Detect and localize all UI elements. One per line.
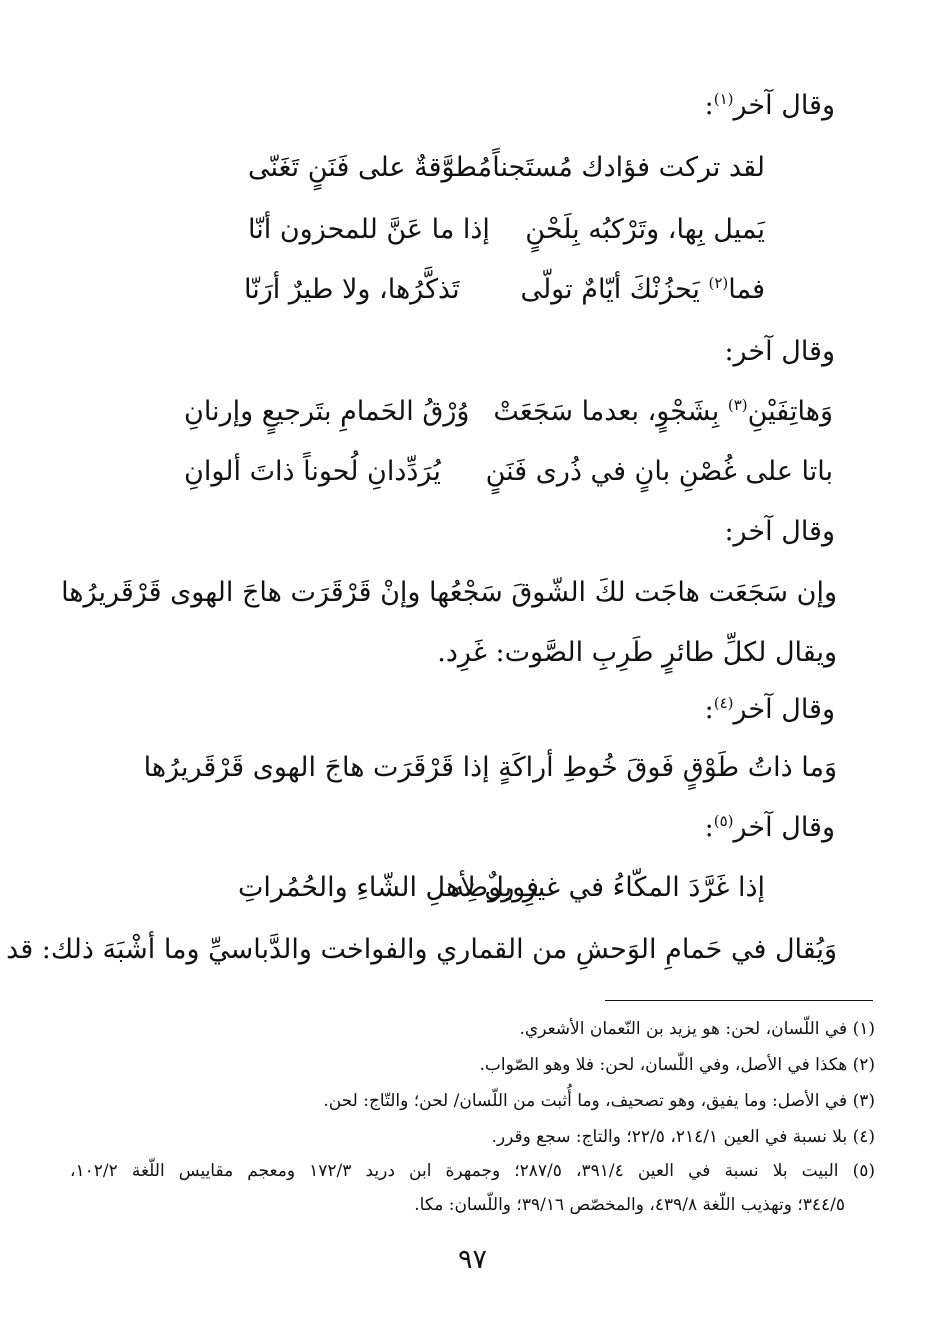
verse-hemistich-right: يَميل بِها، وتَرْكبُه بِلَحْنٍ [525, 214, 765, 245]
footnote-separator [605, 1000, 873, 1001]
verse-hemistich-left: فويلٌ لأهلِ الشّاءِ والحُمُراتِ [238, 872, 540, 903]
poem-intro-3: وقال آخر: [724, 516, 835, 547]
intro-text: وقال آخر [733, 694, 835, 725]
verse-text: بِشَجْوٍ، بعدما سَجَعَتْ [493, 396, 728, 427]
footnote-marker: (٥) [713, 812, 734, 830]
verse-hemistich-right [493, 392, 833, 435]
prose-line: وَيُقال في حَمامِ الوَحشِ من القماري والفواخت والدَّباسيِّ وما أشْبَهَ ذلك: قد [6, 934, 837, 965]
poem-intro-5 [705, 808, 835, 851]
footnote-marker: (٤) [713, 694, 734, 712]
prose-line: وَما ذاتُ طَوْقٍ فَوقَ خُوطِ أراكَةٍ إذا قَرْقَرَت هاجَ الهوى قَرْقَريرُها [143, 752, 837, 783]
verse-hemistich-right: إذا غَرَّدَ المكّاءُ في غيرِ روضِه [450, 872, 765, 903]
footnote-marker: (٣) [727, 396, 748, 414]
verse-hemistich-right: لقد تركت فؤادك مُستَجناً [492, 152, 765, 183]
footnote-continuation: ٣٤٤/٥؛ وتهذيب اللّغة ٤٣٩/٨، والمخصّص ٣٩/١٦؛ واللّسان: مكا. [414, 1195, 845, 1215]
poem-intro-4 [705, 690, 835, 733]
verse-hemistich-left: يُرَدِّدانِ لُحوناً ذاتَ ألوانِ [184, 456, 441, 487]
prose-line: ويقال لكلِّ طائرٍ طَرِبِ الصَّوت: غَرِد. [437, 637, 837, 668]
verse-text: وَهاتِفَيْنِ [747, 396, 833, 427]
intro-text: وقال آخر [733, 90, 835, 121]
footnote: (٥) البيت بلا نسبة في العين ٣٩١/٤، ٢٨٧/٥؛ وجمهرة ابن دريد ١٧٢/٣ ومعجم مقاييس اللّغة ١٠٢/٢، [70, 1161, 876, 1181]
footnote: (٤) بلا نسبة في العين ٢١٤/١، ٢٢/٥؛ والتاج: سجع وقرر. [491, 1127, 875, 1147]
verse-hemistich-left: إذا ما عَنَّ للمحزون أنّا [248, 214, 490, 245]
verse-text: فما [728, 274, 765, 305]
intro-colon: : [704, 694, 714, 725]
footnote: (٢) هكذا في الأصل، وفي اللّسان، لحن: فلا وهو الصّواب. [479, 1055, 875, 1075]
footnote: (٣) في الأصل: وما يفيق، وهو تصحيف، وما أُثبت من اللّسان/ لحن؛ والتّاج: لحن. [323, 1091, 875, 1111]
intro-text: وقال آخر [733, 812, 835, 843]
page-number: ٩٧ [457, 1244, 487, 1275]
poem-intro-2: وقال آخر: [724, 336, 835, 367]
prose-line: وإن سَجَعَت هاجَت لكَ الشّوقَ سَجْعُها وإنْ قَرْقَرَت هاجَ الهوى قَرْقَريرُها [61, 577, 837, 608]
verse-hemistich-right [520, 270, 765, 313]
verse-hemistich-right: باتا على غُصْنِ بانٍ في ذُرى فَنَنٍ [485, 456, 833, 487]
poem-intro-1 [705, 86, 835, 129]
verse-hemistich-left: مُطوَّقةٌ على فَنَنٍ تَغَنّى [248, 152, 493, 183]
verse-text: يَحزُنْكَ أيّامٌ تولّى [520, 274, 709, 305]
verse-hemistich-left: وُرْقُ الحَمامِ بتَرجيعٍ وإرنانِ [184, 396, 470, 427]
verse-hemistich-left: تَذكَّرُها، ولا طيرٌ أرَنّا [244, 274, 460, 305]
footnote-marker: (٢) [708, 274, 729, 292]
footnote-marker: (١) [713, 90, 734, 108]
intro-colon: : [704, 812, 714, 843]
footnote: (١) في اللّسان، لحن: هو يزيد بن النّعمان الأشعري. [519, 1019, 875, 1039]
intro-colon: : [704, 90, 714, 121]
